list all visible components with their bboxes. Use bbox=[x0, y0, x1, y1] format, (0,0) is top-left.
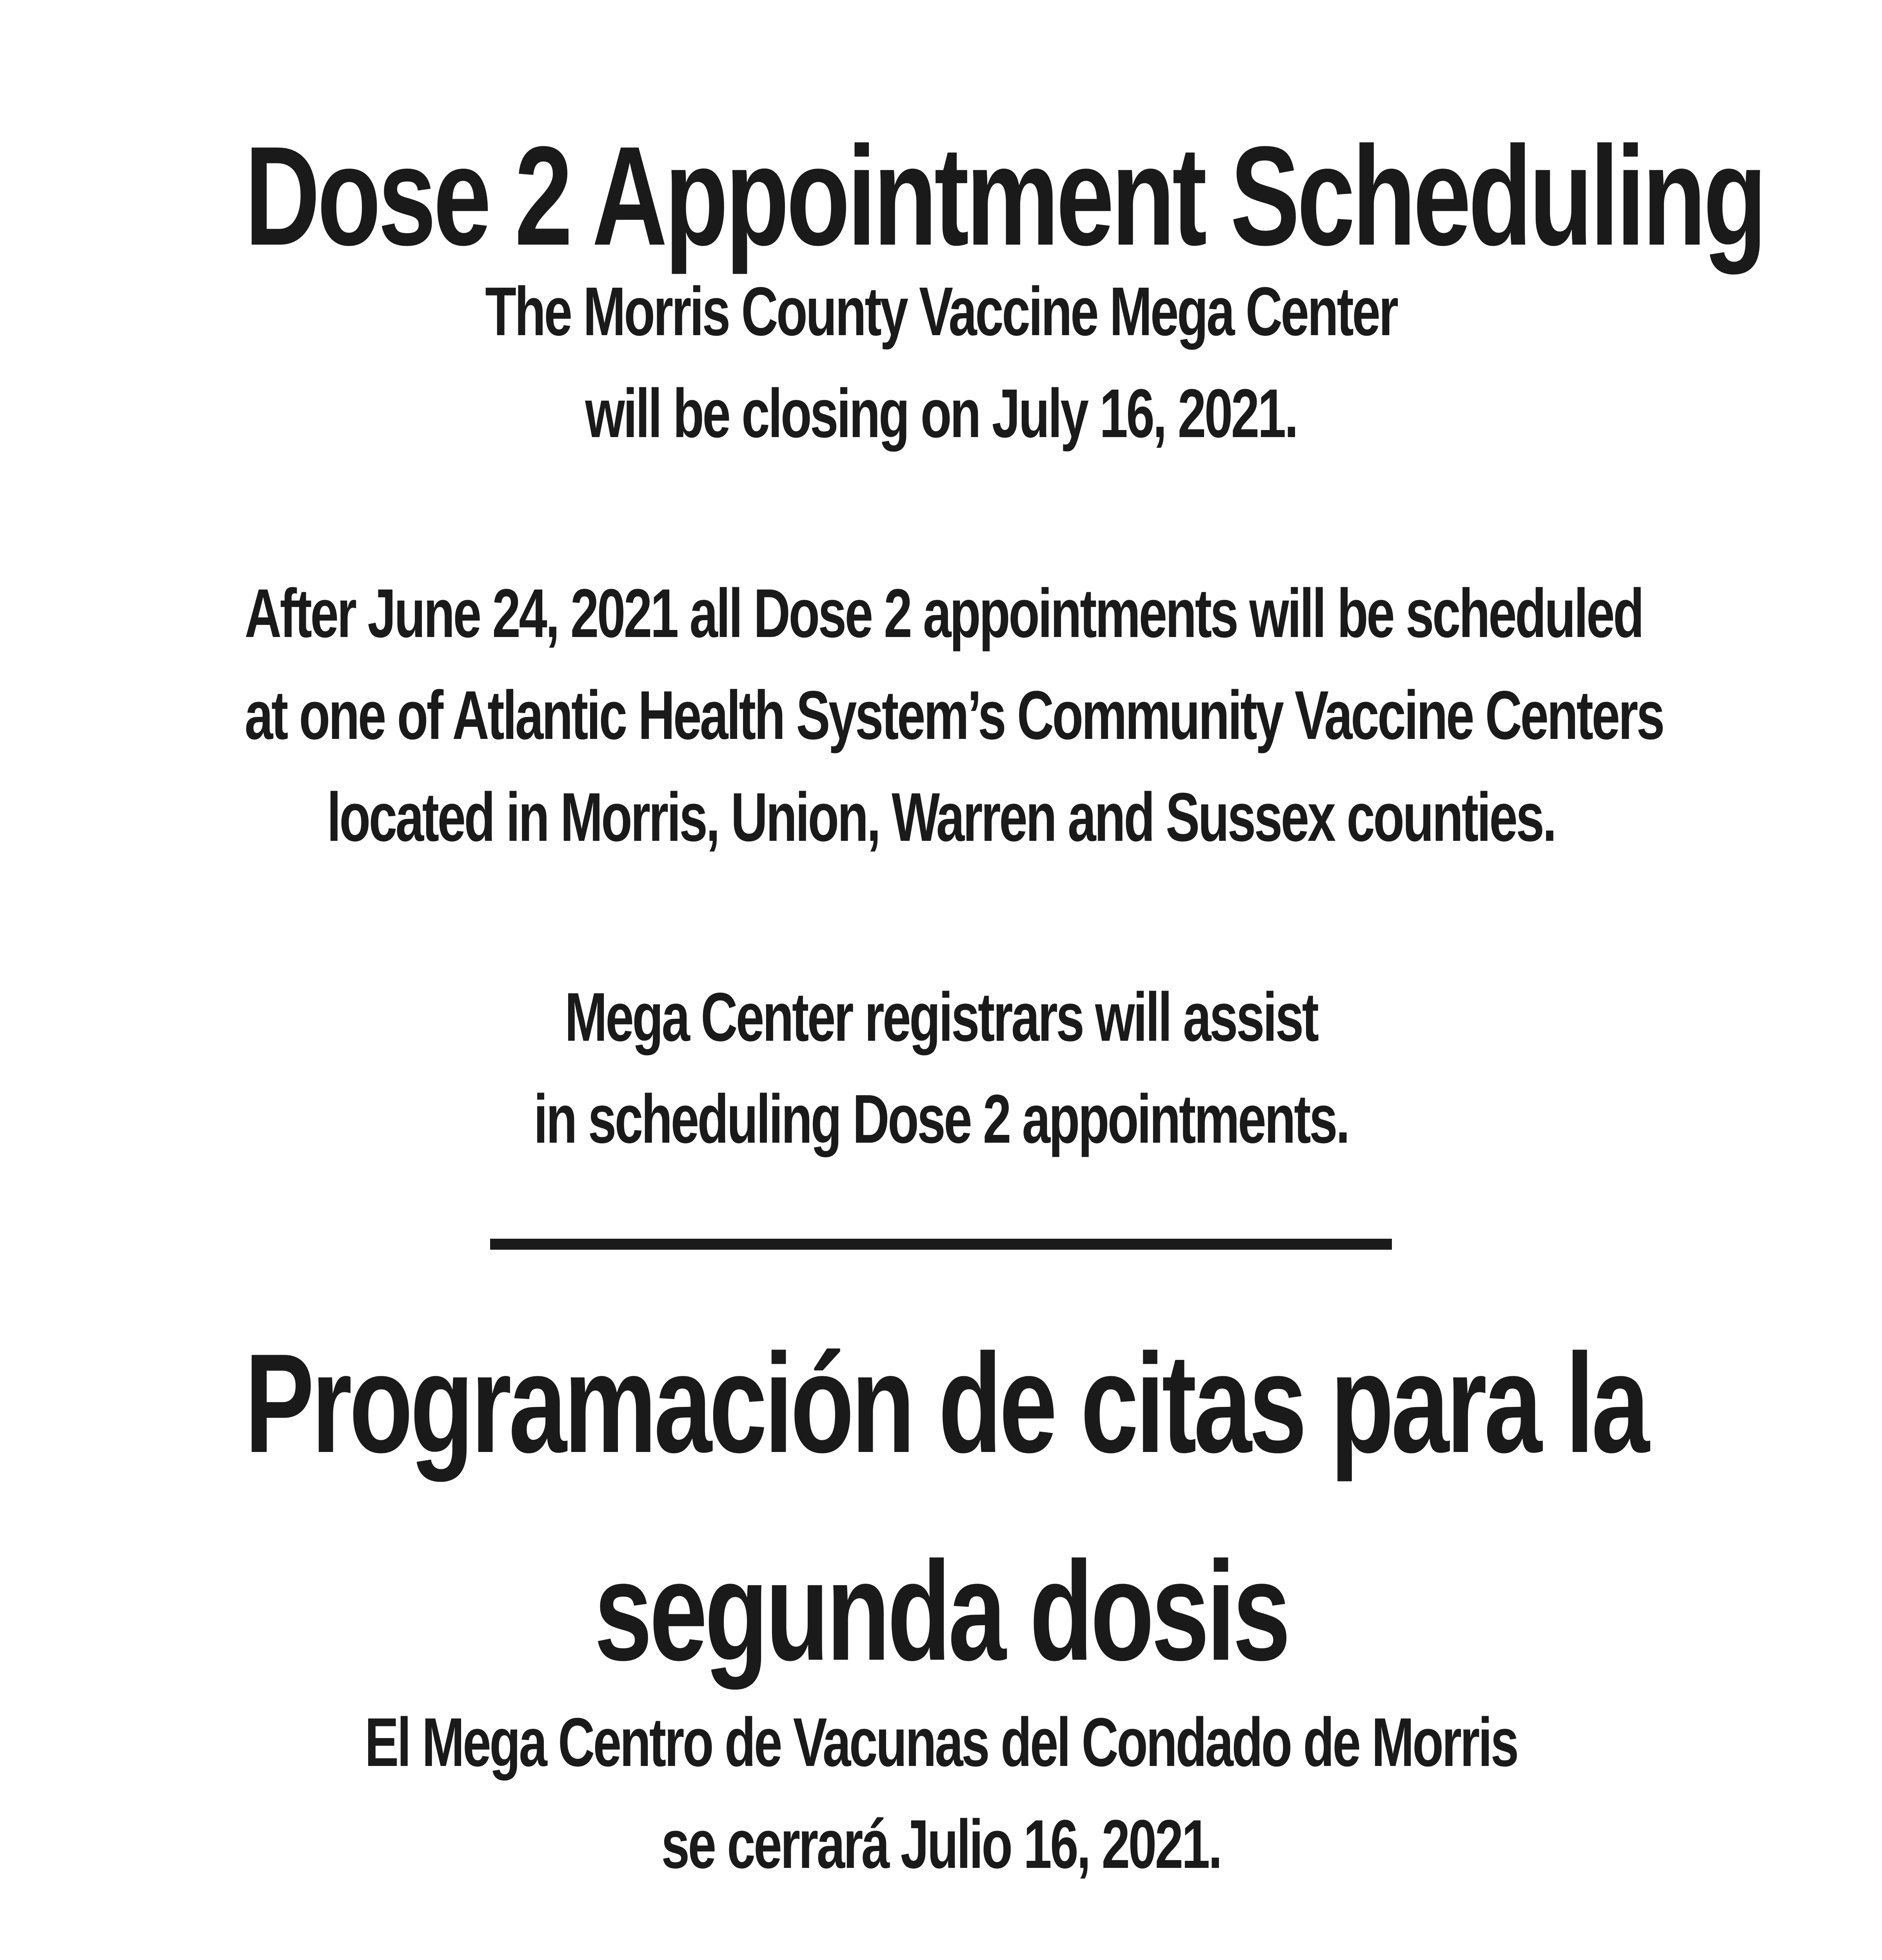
spanish-title-line-2: segunda dosis bbox=[594, 1532, 1288, 1690]
english-assist-line-1: Mega Center registrars will assist bbox=[565, 979, 1317, 1056]
spanish-title-line-1: Programación de citas para la bbox=[245, 1325, 1647, 1482]
spanish-intro-line-1: El Mega Centro de Vacunas del Condado de Morris bbox=[365, 1704, 1517, 1781]
section-divider bbox=[490, 1239, 1392, 1250]
spanish-intro-line-2: se cerrará Julio 16, 2021. bbox=[661, 1806, 1221, 1883]
english-details-line-3: located in Morris, Union, Warren and Sussex counties. bbox=[327, 779, 1555, 856]
english-assist-line-2: in scheduling Dose 2 appointments. bbox=[534, 1081, 1348, 1158]
english-intro-line-2: will be closing on July 16, 2021. bbox=[585, 375, 1297, 452]
english-intro-line-1: The Morris County Vaccine Mega Center bbox=[485, 273, 1397, 350]
english-details-line-2: at one of Atlantic Health System’s Community Vaccine Centers bbox=[245, 677, 1663, 754]
english-title: Dose 2 Appointment Scheduling bbox=[245, 117, 1764, 275]
english-details-line-1: After June 24, 2021 all Dose 2 appointments will be scheduled bbox=[245, 575, 1643, 652]
